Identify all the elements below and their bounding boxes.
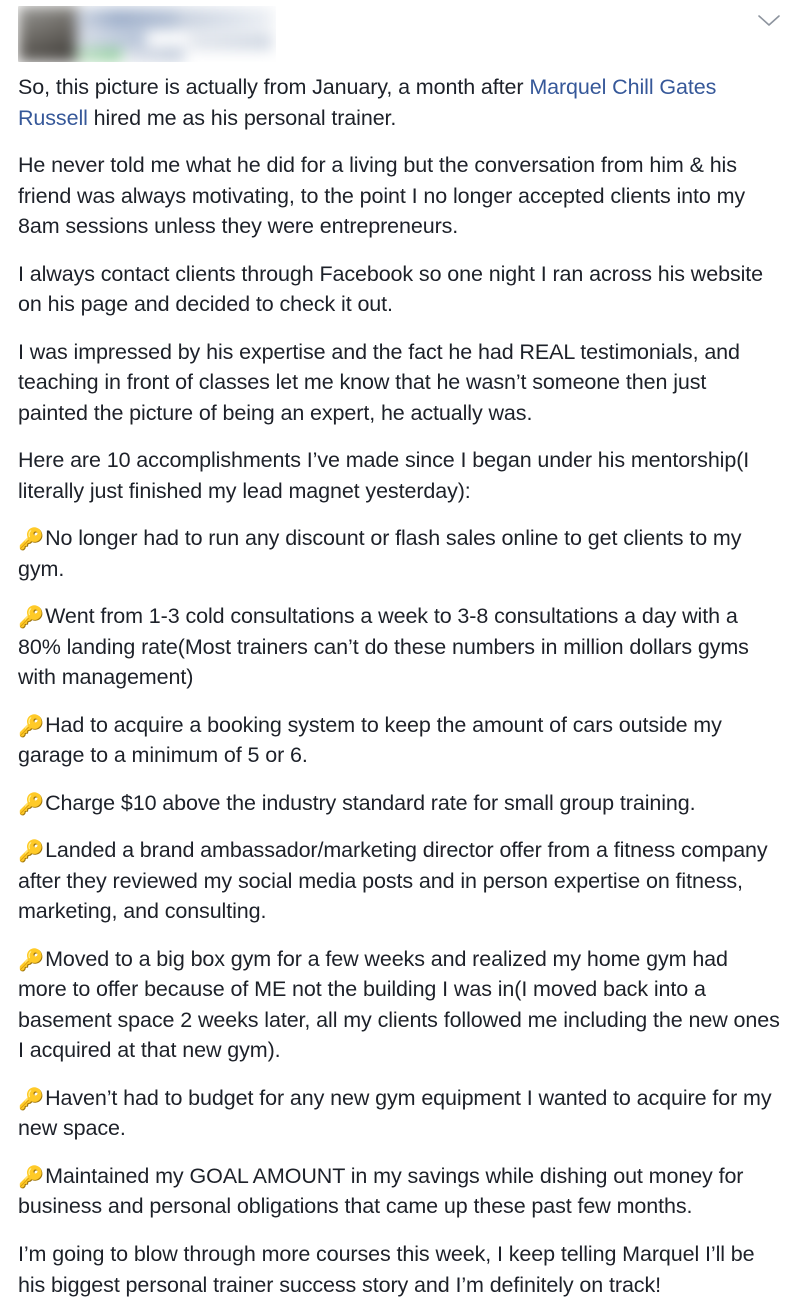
post-paragraph: Here are 10 accomplishments I’ve made since I began under his mentorship(I literally just finished my lead magnet yesterday): [18, 448, 750, 503]
post-bullet-paragraph [18, 1083, 780, 1144]
post-header [0, 0, 798, 68]
paragraph-text-before: So, this picture is actually from January, a month after [18, 75, 530, 99]
key-icon: 🔑 [18, 1087, 45, 1111]
post-bullet-paragraph [18, 944, 780, 1066]
key-icon: 🔑 [18, 1165, 45, 1189]
chevron-down-icon [758, 14, 780, 28]
key-icon: 🔑 [18, 948, 45, 972]
bullet-text: Maintained my GOAL AMOUNT in my savings while dishing out money for business and personal obligations that came up these past few months. [18, 1163, 744, 1219]
post-bullet-paragraph [18, 788, 780, 819]
key-icon: 🔑 [18, 606, 45, 630]
paragraph-text-after: hired me as his personal trainer. [87, 105, 397, 130]
bullet-text: Moved to a big box gym for a few weeks and realized my home gym had more to offer because of ME not the building I was in(I moved back into a basement space 2 weeks later, all my clients followed me including the new ones I acquired at that new gym). [18, 946, 780, 1063]
key-icon: 🔑 [18, 528, 45, 552]
profile-mention-link[interactable]: Marquel Chill Gates Russell [18, 75, 717, 130]
author-identity-blurred [18, 6, 276, 62]
post-paragraph: He never told me what he did for a living but the conversation from him & his friend was always motivating, to the point I no longer accepted clients into my 8am sessions unless they were entrepreneurs. [18, 153, 746, 239]
bullet-text: Landed a brand ambassador/marketing director offer from a fitness company after they reviewed my social media posts and in person expertise on fitness, marketing, and consulting. [18, 838, 768, 924]
key-icon: 🔑 [18, 714, 45, 738]
post-bullet-paragraph [18, 523, 780, 584]
post-paragraph [18, 72, 780, 133]
post-paragraph: I always contact clients through Facebook so one night I ran across his website on his page and decided to check it out. [18, 261, 763, 317]
post-bullet-paragraph [18, 710, 780, 771]
post-bullet-paragraph [18, 1161, 780, 1222]
bullet-text: Haven’t had to budget for any new gym equipment I wanted to acquire for my new space. [18, 1085, 772, 1141]
post-text-body [0, 68, 798, 1316]
blur-overlay [18, 6, 276, 62]
post-bullet-paragraph [18, 835, 780, 927]
bullet-text: Went from 1-3 cold consultations a week to 3-8 consultations a day with a 80% landing rate(Most trainers can’t do these numbers in million dollars gyms with management) [18, 604, 749, 690]
post-paragraph: I was impressed by his expertise and the fact he had REAL testimonials, and teaching in front of classes let me know that he wasn’t someone then just painted the picture of being an expert, he actually was. [18, 339, 740, 425]
bullet-text: Had to acquire a booking system to keep the amount of cars outside my garage to a minimum of 5 or 6. [18, 712, 722, 768]
bullet-text: No longer had to run any discount or flash sales online to get clients to my gym. [18, 526, 742, 581]
key-icon: 🔑 [18, 792, 45, 816]
key-icon: 🔑 [18, 840, 45, 864]
post-bullet-paragraph [18, 601, 780, 693]
post-paragraph: I’m going to blow through more courses this week, I keep telling Marquel I’ll be his biggest personal trainer success story and I’m definitely on track! [18, 1241, 755, 1297]
bullet-text: Charge $10 above the industry standard rate for small group training. [45, 790, 696, 815]
post-options-button[interactable] [752, 8, 786, 34]
